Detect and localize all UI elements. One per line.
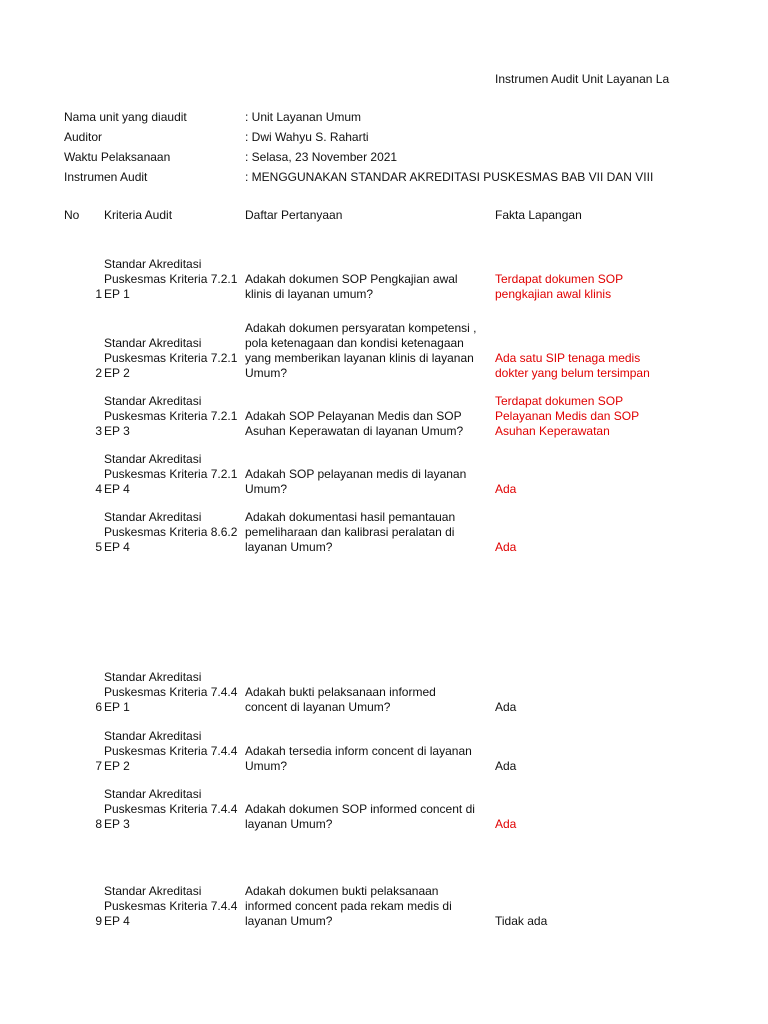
header-kriteria: Kriteria Audit — [104, 208, 173, 222]
criteria-cell: Standar Akreditasi Puskesmas Kriteria 7.2.1 EP 4 — [104, 452, 238, 496]
question-cell: Adakah dokumen SOP Pengkajian awal klinis di layanan umum? — [245, 272, 458, 301]
row-number: 3 — [95, 424, 102, 438]
row-number: 4 — [95, 482, 102, 496]
row-number: 9 — [95, 914, 102, 928]
criteria-cell: Standar Akreditasi Puskesmas Kriteria 7.2.1 EP 2 — [104, 336, 238, 380]
question-cell: Adakah dokumen bukti pelaksanaan informed concent pada rekam medis di layanan Umum? — [245, 884, 452, 928]
meta-value-waktu: : Selasa, 23 November 2021 — [245, 150, 398, 164]
finding-cell: Ada — [495, 759, 517, 773]
finding-cell: Ada — [495, 540, 517, 554]
criteria-cell: Standar Akreditasi Puskesmas Kriteria 7.4.4 EP 1 — [104, 670, 238, 714]
meta-label-waktu: Waktu Pelaksanaan — [64, 150, 171, 164]
question-cell: Adakah dokumen SOP informed concent di layanan Umum? — [245, 802, 475, 831]
criteria-cell: Standar Akreditasi Puskesmas Kriteria 7.4.4 EP 2 — [104, 729, 238, 773]
finding-cell: Terdapat dokumen SOP pengkajian awal klinis — [495, 272, 624, 301]
row-number: 1 — [95, 287, 102, 301]
meta-label-instrumen: Instrumen Audit — [64, 170, 148, 184]
header-pertanyaan: Daftar Pertanyaan — [245, 208, 343, 222]
question-cell: Adakah dokumentasi hasil pemantauan pemeliharaan dan kalibrasi peralatan di layanan Umum? — [245, 510, 456, 554]
finding-cell: Terdapat dokumen SOP Pelayanan Medis dan SOP Asuhan Keperawatan — [495, 394, 640, 438]
finding-cell: Ada satu SIP tenaga medis dokter yang belum tersimpan — [495, 351, 650, 380]
meta-value-instrumen: : MENGGUNAKAN STANDAR AKREDITASI PUSKESMAS BAB VII DAN VIII — [245, 170, 654, 184]
finding-cell: Ada — [495, 817, 517, 831]
meta-label-unit: Nama unit yang diaudit — [64, 110, 187, 124]
question-cell: Adakah SOP Pelayanan Medis dan SOP Asuhan Keperawatan di layanan Umum? — [245, 409, 464, 438]
finding-cell: Ada — [495, 700, 517, 714]
criteria-cell: Standar Akreditasi Puskesmas Kriteria 7.2.1 EP 3 — [104, 394, 238, 438]
row-number: 5 — [95, 540, 102, 554]
question-cell: Adakah bukti pelaksanaan informed concent di layanan Umum? — [245, 685, 436, 714]
document-title: Instrumen Audit Unit Layanan La — [495, 72, 670, 86]
meta-label-auditor: Auditor — [64, 130, 103, 144]
meta-value-unit: : Unit Layanan Umum — [245, 110, 362, 124]
question-cell: Adakah SOP pelayanan medis di layanan Umum? — [245, 467, 467, 496]
criteria-cell: Standar Akreditasi Puskesmas Kriteria 7.4.4 EP 3 — [104, 787, 238, 831]
header-fakta: Fakta Lapangan — [495, 208, 582, 222]
row-number: 8 — [95, 817, 102, 831]
header-no: No — [64, 208, 80, 222]
criteria-cell: Standar Akreditasi Puskesmas Kriteria 7.4.4 EP 4 — [104, 884, 238, 928]
row-number: 6 — [95, 700, 102, 714]
row-number: 2 — [95, 366, 102, 380]
criteria-cell: Standar Akreditasi Puskesmas Kriteria 8.6.2 EP 4 — [104, 510, 238, 554]
question-cell: Adakah dokumen persyaratan kompetensi , pola ketenagaan dan kondisi ketenagaan yang memberikan layanan klinis di layanan Umum? — [245, 321, 477, 380]
criteria-cell: Standar Akreditasi Puskesmas Kriteria 7.2.1 EP 1 — [104, 257, 238, 301]
row-number: 7 — [95, 759, 102, 773]
question-cell: Adakah tersedia inform concent di layanan Umum? — [245, 744, 472, 773]
finding-cell: Ada — [495, 482, 517, 496]
finding-cell: Tidak ada — [495, 914, 548, 928]
meta-value-auditor: : Dwi Wahyu S. Raharti — [245, 130, 369, 144]
